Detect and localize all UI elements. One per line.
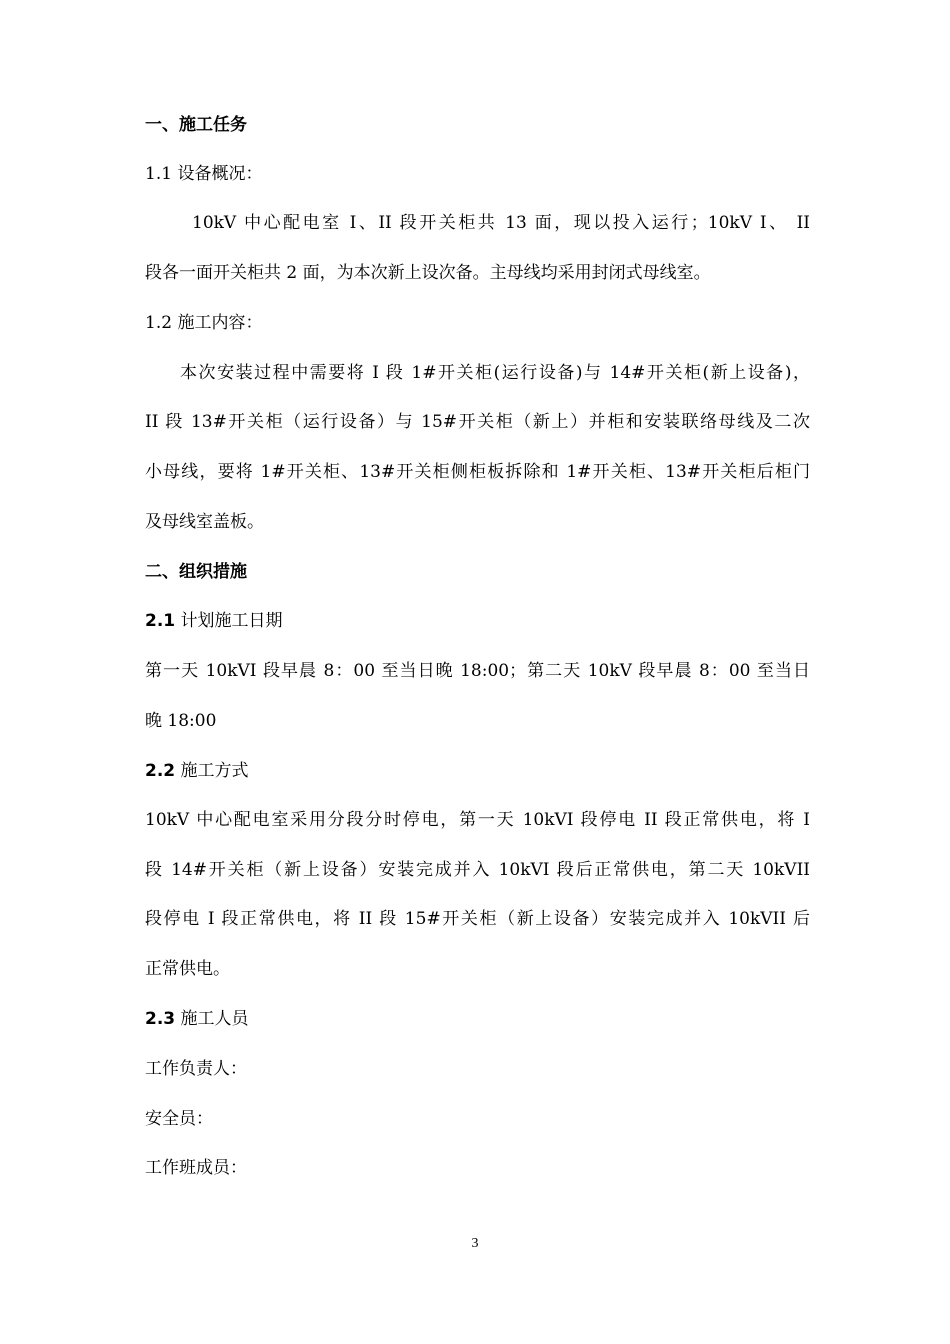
page-number: 3 xyxy=(471,1236,479,1251)
sub2-2-para-line-4: 正常供电。 xyxy=(145,959,230,979)
staff-item-leader: 工作负责人： xyxy=(145,1059,247,1079)
sub1-1-para-line-2: 段各一面开关柜共 2 面，为本次新上设次备。主母线均采用封闭式母线室。 xyxy=(145,263,711,283)
sub1-1-title: 1.1 设备概况： xyxy=(145,164,263,184)
sub1-2-para-line-4: 及母线室盖板。 xyxy=(145,512,264,532)
sub2-2-title xyxy=(145,759,810,783)
sub2-1-title xyxy=(145,609,810,633)
sub2-2-para-line-3: 段停电 I 段正常供电，将 II 段 15#开关柜（新上设备）安装完成并入 10kVII 后 xyxy=(145,909,810,929)
sub2-2-para-line-2: 段 14#开关柜（新上设备）安装完成并入 10kVI 段后正常供电，第二天 10kVII xyxy=(145,860,810,880)
staff-item-safety-officer: 安全员： xyxy=(145,1109,213,1129)
sub1-1-para-line-1: 10kV 中心配电室 I、II 段开关柜共 13 面，现以投入运行；10kV I、 II xyxy=(192,213,810,233)
sub1-2-title: 1.2 施工内容： xyxy=(145,313,263,333)
sub2-1-para-line-1: 第一天 10kVI 段早晨 8：00 至当日晚 18:00；第二天 10kV 段早晨 8：00 至当日 xyxy=(145,661,810,681)
section2-heading: 二、组织措施 xyxy=(145,562,247,582)
sub2-1-para-line-2: 晚 18:00 xyxy=(145,711,217,731)
sub2-1-label: 计划施工日期 xyxy=(175,611,283,631)
sub1-2-para-line-3: 小母线，要将 1#开关柜、13#开关柜侧柜板拆除和 1#开关柜、13#开关柜后柜门 xyxy=(145,462,810,482)
sub1-2-para-line-1: 本次安装过程中需要将 I 段 1#开关柜(运行设备)与 14#开关柜(新上设备)， xyxy=(180,363,810,383)
sub2-3-number: 2.3 xyxy=(145,1009,176,1029)
sub2-3-label: 施工人员 xyxy=(175,1009,249,1029)
sub2-2-label: 施工方式 xyxy=(175,761,249,781)
sub2-2-para-line-1: 10kV 中心配电室采用分段分时停电，第一天 10kVI 段停电 II 段正常供电，将 I xyxy=(145,810,810,830)
sub2-1-number: 2.1 xyxy=(145,611,176,631)
section1-heading: 一、施工任务 xyxy=(145,115,247,135)
sub2-3-title xyxy=(145,1007,810,1031)
sub2-2-number: 2.2 xyxy=(145,761,176,781)
staff-item-team-members: 工作班成员： xyxy=(145,1158,247,1178)
sub1-2-para-line-2: II 段 13#开关柜（运行设备）与 15#开关柜（新上）并柜和安装联络母线及二次 xyxy=(145,412,810,432)
